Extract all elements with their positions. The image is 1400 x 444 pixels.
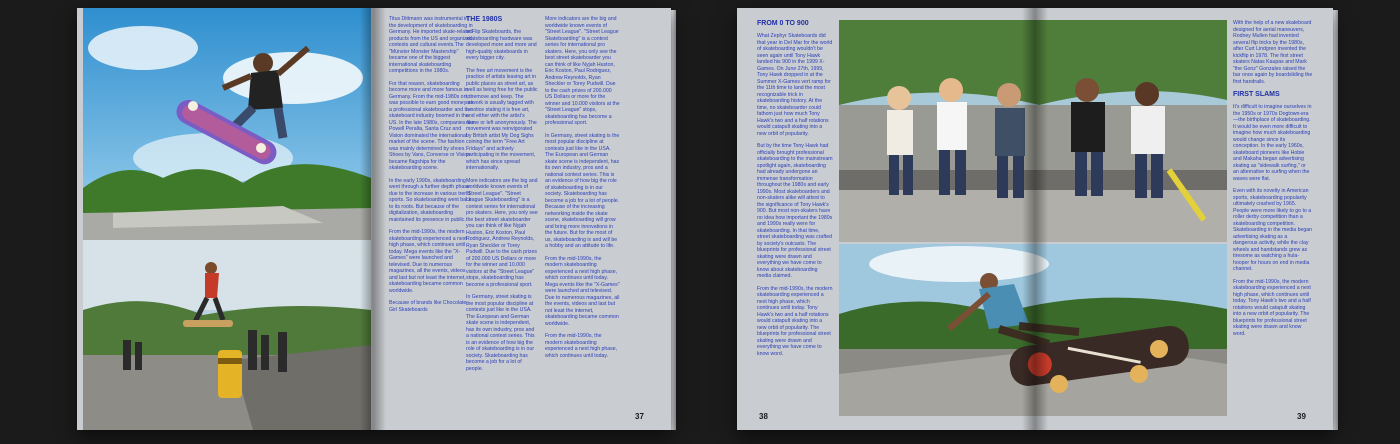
paragraph: The free art movement is the practice of artists leaving art in public places as street art, as well as being free for the public to remove and keep. The artwork is usually tagged with a notice stating it is free art, and either with the artist's name or left anonymously. The movement was reinvigorated by British artist My Dog Sighs coining the term "Free Art Fridays" and actively participating in the movement, which has since spread internationally. [466,67,538,171]
paragraph: From the mid-1990s, the modern skateboarding experienced a next high phase, which continues until today. [545,333,618,359]
paragraph: For that reason, skateboarding become more and more famous in Germany. From the mid-1980s on, it was possible to earn good money as a professional skateboarder and the skateboard industry boomed in the US. In the late 1980s, companies like Powell Peralta, Santa Cruz and Vision dominated the international market of the scene. The fashion was mainly determined by shoes. Shoes by Vans, Converse or Vision became flagships for the skateboarding scene. [389,80,475,171]
paragraph: More indicators are the big and worldwide known events of "Street League". "Street League Skateboarding" is a contest series for international pro skaters. Here, you only see the best street skateboarder you can think of like Nyjah Huston, Eric Koston, Paul Rodriguez, Andrew Reynolds, Ryan Sheckler or Torey Pudwill. Due to the cash prizes of 200.000 US Dollars or more for the winner and 10.000 visitors at the "Street League" stops, skateboarding has become a professional sport. [545,16,620,126]
paragraph: What Zephyr Skateboards did that year in Del Mar for the world of skateboarding wouldn't be seen again until Tony Hawk landed his 900 in the 1999 X-Games. On June 27th, 1999, Tony Hawk dropped in at the Summer X-Games vert ramp for the 11th time to land the most recognizable trick in skateboarding history. At the time, no skateboarder could fathom just how much Tony Hawk's two and a half rotations would catapult skating into a new orbit of popularity. [757,33,833,137]
right-spread [737,8,1333,430]
page-number-left: 38 [759,412,768,421]
paragraph: In Germany, street skating is the most popular discipline at contests just like in the USA. The European and German skate scene is independent, has its own industry, pros and a national contest series. This is an evidence of how big the role of skateboarding is in our society. Skateboarding has become a job for a lot of people. [466,294,535,372]
section-heading: FROM 0 TO 900 [757,20,809,27]
paragraph: Titus Dittmann was instrumental in the development of skateboarding in Germany. He imported skate-related products from the US and organized contests and cultural events.The "Münster Monster Mastership" became one of the biggest international skateboarding competitions in the 1980s. [389,16,473,74]
paragraph: From the mid-1990s, the modern skateboarding experienced a next high phase, which continues until today. Tony Hawk's two and a half rotations would catapult skating into a new orbit of popularity. The blueprints for professional street skating were drawn and know word. [1233,278,1311,337]
text-column-3 [545,16,620,414]
paragraph: With the help of a new skateboard designed for aerial maneuvers, Rodney Mullen had invented several flip tricks by the 1980s, after Curt Lindgren invented the kickflip in 1978. The first street skaters Natas Kaupas and Mark "the Gonz" Gonzales raised the bar once again by boardsliding the first handrails. [1233,20,1313,85]
paragraph: From the mid-1990s, the modern skateboarding experienced a next high phase, which continues until today. Mega events like the "X-Games" were launched and televised. Due to numerous magazines, all the events, videos and last but not least the internet, skateboarding became common worldwide. [389,229,467,294]
paragraph: Even with its novelty in American sports, skateboarding popularity ultimately crashed by 1965. People were more likely to go to a roller derby competition than a skateboarding competition. Skateboarding in the media began advertising skating as a dangerous activity, while the clay wheels and handstands grew as tiresome as watching a hula-hooper for hours on end in media channel. [1233,188,1313,272]
page-number: 37 [635,412,644,421]
paragraph: or Flip Skateboards, the skateboarding hardware was developed more and more and high-quality skateboards in every bigger city. [466,29,537,61]
text-column-1 [757,20,833,412]
paragraph: From the mid-1990s, the modern skateboarding experienced a next high phase, which continues until today. Tony Hawk's two and a half rotations would catapult skating into a new orbit of popularity. The blueprints for professional street skating were drawn and everything we have come to know word. [757,285,833,357]
text-column-2 [1233,20,1313,412]
section-heading: THE 1980S [466,16,503,23]
paragraph: Because of brands like Chocolate, Girl Skateboards [389,300,468,313]
paragraph: In the early 1990s, skateboarding went through a further depth phase due to the increase in various trend sports. So skateboarding went back to its roots. But because of the digitalization, skateboarding maintained its presence in public. [389,177,472,223]
photo-group-skaters [839,20,1227,242]
page-number-right: 39 [1297,412,1306,421]
left-spread [77,8,671,430]
paragraph: It's difficult to imagine ourselves in the 1950s or 1970s Dogtown-era—the birthplace of skateboarding. It would be even more difficult to imagine how much skateboarding would change since its conception. In the early 1960s, skateboard pioneers like Hobie and Makaha began advertising skating as "sidewalk surfing," or an alternative to surfing when the waves were flat. [1233,104,1312,182]
photo-skate-park [83,240,371,430]
text-column-2 [466,16,538,414]
paragraph: From the mid-1990s, the modern skateboarding experienced a next high phase, which continues until today. Mega events like the "X-Games" were launched and televised. Due to numerous magazines, all the events, videos and last but not least the internet, skateboarding became common worldwide. [545,255,620,327]
paragraph: In Germany, street skating is the most popular discipline at contests just like in the USA. The European and German skate scene is independent, has its own industry, pros and a national contest series. This is an evidence of how big the role of skateboarding is in our society. Skateboarding has become a job for a lot of people. Because of the increasing networking inside the skate scene, skateboarding will grow and bring more innovations in the future. But for the most of us, skateboarding is and will be a hobby and an attitude to life. [545,132,620,249]
photo-skater-grind [839,244,1227,416]
paragraph: But by the time Tony Hawk had officially brought professional skateboarding to the mainstream spotlight again, skateboarding had already undergone an immense transformation throughout the 1980s and early 1990s. Most skateboarders and non-skaters alike will attest to the significance of Tony Hawk's 900. But most non-skaters have no idea how important the 1980s and 1990s really were for skateboarding. In that time, street skateboarding was crafted by society's outcasts. The blueprints for professional street skating were drawn and everything we have come to know about skateboarding media claimed. [757,143,833,279]
section-heading: FIRST SLAMS [1233,91,1280,98]
photo-skater-air [83,8,371,240]
text-column-1 [389,16,475,414]
paragraph: More indicators are the big and worldwide known events of "Street League". "Street League Skateboarding" is a contest series for international pro skaters. Here, you only see the best street skateboarder you can think of like Nyjah Huston, Eric Koston, Paul Rodriguez, Andrew Reynolds, Ryan Sheckler or Torey Pudwill. Due to the cash prizes of 200.000 US Dollars or more for the winner and 10.000 visitors at the "Street League" stops, skateboarding has become a professional sport. [466,177,538,288]
